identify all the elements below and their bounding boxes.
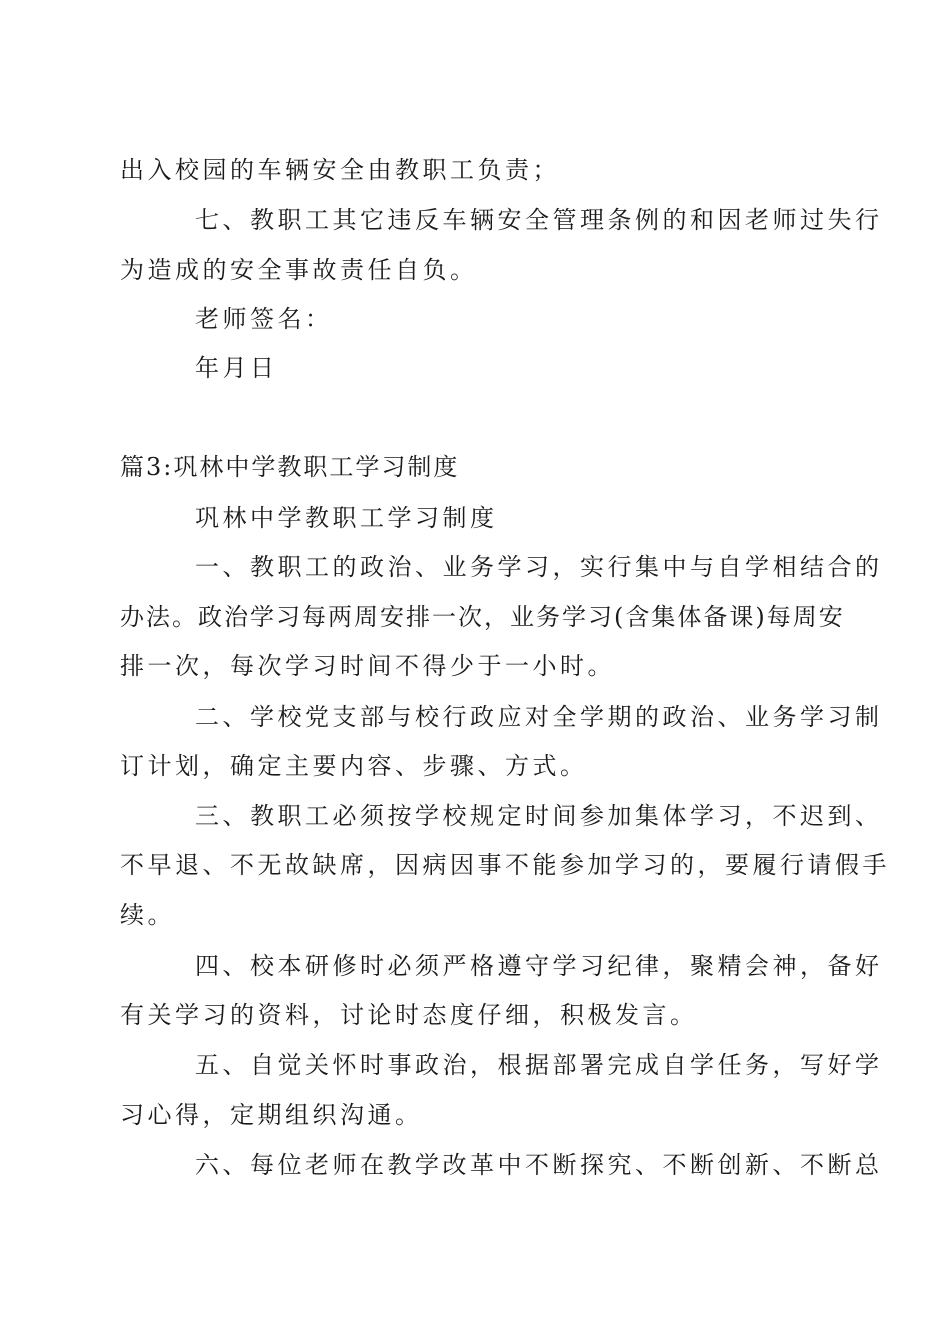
document-title: 巩林中学教职工学习制度: [195, 504, 498, 532]
text-line: 七、教职工其它违反车辆安全管理条例的和因老师过失行: [195, 206, 883, 234]
text-line: 订计划，确定主要内容、步骤、方式。: [120, 752, 588, 780]
text-line: 排一次，每次学习时间不得少于一小时。: [120, 652, 615, 680]
text-line: 出入校园的车辆安全由教职工负责；: [120, 156, 560, 184]
section-heading: 篇3:巩林中学教职工学习制度: [120, 453, 460, 481]
text-line: 一、教职工的政治、业务学习，实行集中与自学相结合的: [195, 553, 883, 581]
text-line: 办法。政治学习每两周安排一次，业务学习(含集体备课)每周安: [120, 603, 845, 631]
text-line: 不早退、不无故缺席，因病因事不能参加学习的，要履行请假手: [120, 851, 890, 879]
text-line: 五、自觉关怀时事政治，根据部署完成自学任务，写好学: [195, 1051, 883, 1079]
text-line: 续。: [120, 901, 175, 929]
text-line: 二、学校党支部与校行政应对全学期的政治、业务学习制: [195, 703, 883, 731]
text-line: 六、每位老师在教学改革中不断探究、不断创新、不断总: [195, 1151, 883, 1179]
signature-label: 老师签名：: [195, 305, 333, 333]
date-label: 年月日: [195, 354, 278, 382]
text-line: 习心得，定期组织沟通。: [120, 1101, 423, 1129]
text-line: 三、教职工必须按学校规定时间参加集体学习，不迟到、: [195, 802, 883, 830]
text-line: 为造成的安全事故责任自负。: [120, 256, 478, 284]
text-line: 四、校本研修时必须严格遵守学习纪律，聚精会神，备好: [195, 952, 883, 980]
text-line: 有关学习的资料，讨论时态度仔细，积极发言。: [120, 1001, 698, 1029]
